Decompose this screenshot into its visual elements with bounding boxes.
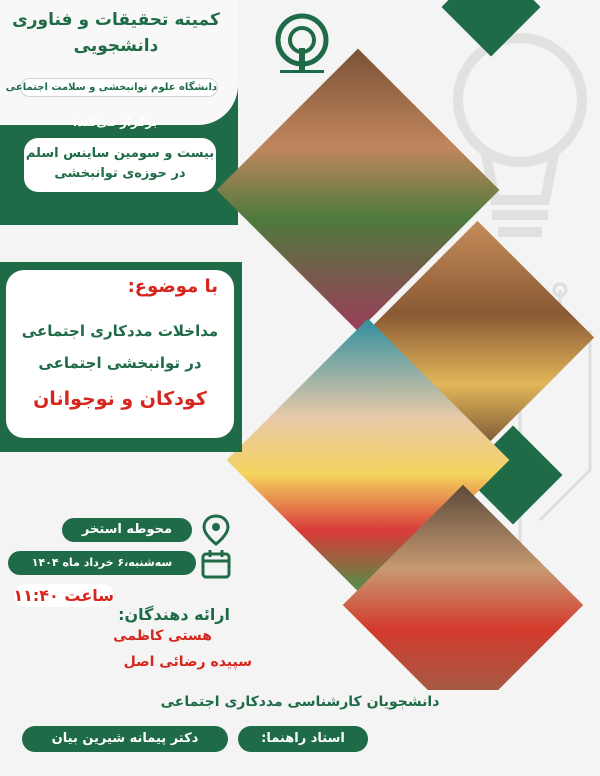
event-line-2: در حوزه‌ی توانبخشی	[54, 166, 186, 181]
organizer-label: برگزار می‌کند:	[72, 115, 158, 129]
event-title-box	[24, 138, 216, 192]
advisor-label: استاد راهنما:	[261, 731, 345, 746]
event-line-1: بیست و سومین ساینس اسلم	[25, 146, 215, 161]
topic-label: با موضوع:	[127, 276, 218, 297]
advisor-name: دکتر پیمانه شیرین بیان	[51, 731, 199, 746]
presenter-name-1: هستی کاظمی	[113, 628, 212, 644]
date-text: سه‌شنبه،۶ خرداد ماه ۱۴۰۴	[31, 556, 173, 569]
presenters-label: ارائه دهندگان:	[118, 605, 230, 624]
committee-title: کمیته تحقیقات و فناوری	[12, 10, 220, 30]
location-text: محوطه استخر	[81, 522, 173, 537]
advisor-label-box	[238, 726, 368, 752]
time-text: ساعت ۱۱:۴۰	[13, 586, 114, 605]
topic-box	[6, 270, 234, 438]
location-pin-icon	[200, 514, 232, 546]
topic-line-2: در توانبخشی اجتماعی	[38, 354, 202, 372]
calendar-icon	[200, 548, 232, 580]
committee-subtitle: دانشجویی	[73, 36, 159, 56]
location-box	[62, 518, 192, 542]
logo-icon	[262, 8, 342, 78]
date-box	[8, 551, 196, 575]
topic-line-3: کودکان و نوجوانان	[33, 388, 207, 410]
advisor-name-box	[22, 726, 228, 752]
presenters-role: دانشجویان کارشناسی مددکاری اجتماعی	[160, 694, 440, 710]
presenter-name-2: سپیده رضائی اصل	[123, 654, 252, 670]
topic-line-1: مداخلات مددکاری اجتماعی	[21, 322, 219, 340]
university-name: دانشگاه علوم توانبخشی و سلامت اجتماعی	[20, 78, 218, 97]
